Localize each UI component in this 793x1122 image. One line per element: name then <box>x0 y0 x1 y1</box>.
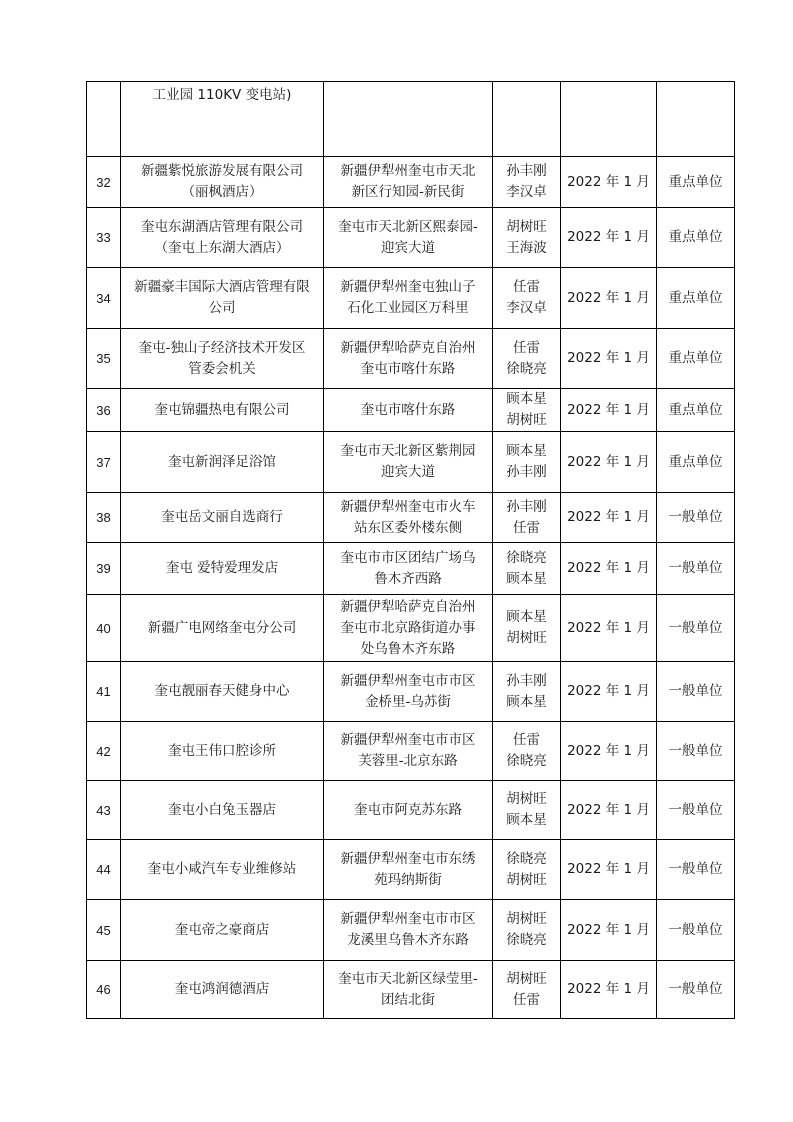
cell-date: 2022 年 1 月 <box>561 900 657 961</box>
person-name: 孙丰刚 <box>506 672 547 689</box>
cell-persons <box>493 329 561 389</box>
person-name: 徐晓亮 <box>506 932 547 948</box>
cell-no: 45 <box>87 900 121 961</box>
cell-address <box>324 389 493 432</box>
table-row <box>87 961 735 1019</box>
cell-name <box>121 781 324 840</box>
table-row <box>87 595 735 662</box>
address-line: 新疆伊犁哈萨克自治州 <box>340 598 476 615</box>
cell-category: 一般单位 <box>657 900 735 961</box>
address-line: 新区行知园-新民街 <box>351 184 465 200</box>
cell-address <box>324 662 493 722</box>
cell-date: 2022 年 1 月 <box>561 662 657 722</box>
address-line: 迎宾大道 <box>381 464 435 480</box>
address-line: 奎屯市喀什东路 <box>360 360 456 377</box>
table-row <box>87 900 735 961</box>
name-line: 奎屯东湖酒店管理有限公司 <box>141 218 303 235</box>
cell-name <box>121 82 324 157</box>
address-line: 新疆伊犁州奎屯市市区 <box>340 732 476 748</box>
cell-address <box>324 722 493 781</box>
cell-persons <box>493 722 561 781</box>
cell-name <box>121 840 324 900</box>
cell-persons <box>493 157 561 208</box>
table-row <box>87 493 735 543</box>
address-line: 奎屯市北京路街道办事 <box>340 619 476 636</box>
cell-name <box>121 543 324 595</box>
name-line: 公司 <box>208 300 236 316</box>
cell-no <box>87 82 121 157</box>
address-line: 处乌鲁木齐东路 <box>360 640 456 657</box>
table-row <box>87 432 735 493</box>
cell-date: 2022 年 1 月 <box>561 722 657 781</box>
cell-name <box>121 268 324 329</box>
person-name: 任雷 <box>513 732 540 748</box>
address-line: 石化工业园区万科里 <box>347 300 469 316</box>
address-line: 龙溪里乌鲁木齐东路 <box>347 932 469 948</box>
cell-date: 2022 年 1 月 <box>561 432 657 493</box>
address-line: 新疆伊犁州奎屯市火车 <box>340 498 476 515</box>
table-row <box>87 840 735 900</box>
cell-no: 46 <box>87 961 121 1019</box>
cell-category: 重点单位 <box>657 268 735 329</box>
cell-persons <box>493 840 561 900</box>
name-line: 奎屯小咸汽车专业维修站 <box>147 861 297 877</box>
cell-name <box>121 722 324 781</box>
address-line: 奎屯市喀什东路 <box>360 401 456 418</box>
cell-address <box>324 781 493 840</box>
address-line: 新疆伊犁哈萨克自治州 <box>340 339 476 356</box>
cell-no: 40 <box>87 595 121 662</box>
cell-category: 一般单位 <box>657 543 735 595</box>
address-line: 奎屯市天北新区紫荆园 <box>340 443 476 459</box>
cell-persons <box>493 432 561 493</box>
table-body <box>87 82 735 1019</box>
cell-persons <box>493 781 561 840</box>
person-name: 胡树旺 <box>506 412 547 428</box>
name-line: 奎屯靓丽春天健身中心 <box>154 683 290 699</box>
cell-date: 2022 年 1 月 <box>561 268 657 329</box>
person-name: 徐晓亮 <box>506 850 547 867</box>
cell-address <box>324 543 493 595</box>
name-line: 奎屯帝之豪商店 <box>174 921 270 938</box>
cell-name <box>121 900 324 961</box>
cell-persons <box>493 208 561 268</box>
table-row <box>87 268 735 329</box>
cell-category: 一般单位 <box>657 781 735 840</box>
table-row <box>87 662 735 722</box>
cell-name <box>121 389 324 432</box>
cell-no: 37 <box>87 432 121 493</box>
cell-category: 重点单位 <box>657 157 735 208</box>
name-line: 奎屯岳文丽自选商行 <box>161 509 283 525</box>
person-name: 胡树旺 <box>506 911 547 927</box>
name-line: 奎屯鸿润德酒店 <box>174 981 270 997</box>
name-line: 奎屯新润泽足浴馆 <box>168 453 276 470</box>
cell-persons <box>493 268 561 329</box>
address-line: 苑玛纳斯街 <box>374 871 442 888</box>
cell-name <box>121 432 324 493</box>
cell-category: 一般单位 <box>657 722 735 781</box>
address-line: 新疆伊犁州奎屯市市区 <box>340 672 476 689</box>
address-line: 新疆伊犁州奎屯市东绣 <box>340 850 476 867</box>
person-name: 李汉卓 <box>506 184 547 200</box>
cell-date: 2022 年 1 月 <box>561 840 657 900</box>
cell-address <box>324 493 493 543</box>
cell-no: 43 <box>87 781 121 840</box>
cell-category <box>657 82 735 157</box>
address-line: 奎屯市市区团结广场乌 <box>340 549 476 566</box>
cell-category: 重点单位 <box>657 432 735 493</box>
table-row <box>87 781 735 840</box>
cell-date: 2022 年 1 月 <box>561 961 657 1019</box>
cell-name <box>121 493 324 543</box>
cell-date: 2022 年 1 月 <box>561 208 657 268</box>
name-line: 奎屯 爱特爱理发店 <box>165 560 279 576</box>
name-line: 新疆广电网络奎屯分公司 <box>147 619 297 636</box>
cell-date: 2022 年 1 月 <box>561 329 657 389</box>
table-row <box>87 329 735 389</box>
cell-name <box>121 662 324 722</box>
person-name: 顾本星 <box>506 443 547 459</box>
person-name: 王海波 <box>506 239 547 256</box>
cell-no: 41 <box>87 662 121 722</box>
cell-category: 一般单位 <box>657 662 735 722</box>
cell-no: 38 <box>87 493 121 543</box>
cell-persons <box>493 543 561 595</box>
person-name: 胡树旺 <box>506 970 547 987</box>
person-name: 胡树旺 <box>506 791 547 807</box>
person-name: 孙丰刚 <box>506 464 547 480</box>
cell-name <box>121 961 324 1019</box>
cell-date <box>561 82 657 157</box>
address-line: 新疆伊犁州奎屯市市区 <box>340 911 476 927</box>
person-name: 胡树旺 <box>506 218 547 235</box>
person-name: 徐晓亮 <box>506 549 547 566</box>
cell-category: 重点单位 <box>657 389 735 432</box>
name-line: 奎屯小白兔玉器店 <box>168 801 276 818</box>
cell-category: 一般单位 <box>657 595 735 662</box>
cell-address <box>324 157 493 208</box>
cell-persons <box>493 389 561 432</box>
address-line: 迎宾大道 <box>381 239 435 256</box>
cell-date: 2022 年 1 月 <box>561 595 657 662</box>
cell-no: 35 <box>87 329 121 389</box>
cell-persons <box>493 82 561 157</box>
address-line: 金桥里-乌苏街 <box>365 693 451 710</box>
cell-name <box>121 595 324 662</box>
name-line: （奎屯上东湖大酒店） <box>154 239 290 256</box>
cell-name <box>121 157 324 208</box>
cell-address <box>324 208 493 268</box>
cell-address <box>324 595 493 662</box>
address-line: 站东区委外楼东侧 <box>354 519 462 536</box>
cell-no: 42 <box>87 722 121 781</box>
person-name: 顾本星 <box>506 391 547 407</box>
cell-persons <box>493 900 561 961</box>
table-row <box>87 722 735 781</box>
cell-persons <box>493 961 561 1019</box>
person-name: 李汉卓 <box>506 300 547 316</box>
address-line: 奎屯市天北新区绿莹里- <box>338 970 478 987</box>
cell-date: 2022 年 1 月 <box>561 389 657 432</box>
name-line: 新疆豪丰国际大酒店管理有限 <box>134 279 310 295</box>
name-line: 奎屯-独山子经济技术开发区 <box>138 339 306 356</box>
address-line: 新疆伊犁州奎屯市天北 <box>340 163 476 179</box>
table-row <box>87 208 735 268</box>
cell-category: 一般单位 <box>657 840 735 900</box>
person-name: 顾本星 <box>506 812 547 828</box>
cell-name <box>121 208 324 268</box>
cell-date: 2022 年 1 月 <box>561 543 657 595</box>
cell-persons <box>493 662 561 722</box>
cell-no: 44 <box>87 840 121 900</box>
cell-no: 33 <box>87 208 121 268</box>
cell-no: 32 <box>87 157 121 208</box>
cell-category: 重点单位 <box>657 208 735 268</box>
cell-address <box>324 329 493 389</box>
person-name: 胡树旺 <box>506 630 547 646</box>
table-row <box>87 157 735 208</box>
table-row-continuation <box>87 82 735 157</box>
cell-category: 一般单位 <box>657 493 735 543</box>
person-name: 孙丰刚 <box>506 498 547 515</box>
person-name: 徐晓亮 <box>506 360 547 377</box>
address-line: 团结北街 <box>381 991 435 1008</box>
cell-address <box>324 82 493 157</box>
name-line: 工业园 110KV 变电站) <box>152 87 292 103</box>
person-name: 孙丰刚 <box>506 163 547 179</box>
address-line: 芙蓉里-北京东路 <box>358 753 458 769</box>
address-line: 奎屯市天北新区熙泰园- <box>338 218 478 235</box>
address-line: 新疆伊犁州奎屯独山子 <box>340 279 476 295</box>
person-name: 任雷 <box>513 519 540 536</box>
cell-category: 重点单位 <box>657 329 735 389</box>
person-name: 任雷 <box>513 991 540 1008</box>
name-line: （丽枫酒店） <box>181 184 263 200</box>
cell-no: 39 <box>87 543 121 595</box>
name-line: 新疆紫悦旅游发展有限公司 <box>141 163 303 179</box>
unit-table <box>86 81 735 1019</box>
cell-no: 36 <box>87 389 121 432</box>
cell-address <box>324 961 493 1019</box>
cell-date: 2022 年 1 月 <box>561 781 657 840</box>
person-name: 任雷 <box>513 339 540 356</box>
cell-date: 2022 年 1 月 <box>561 157 657 208</box>
table-row <box>87 543 735 595</box>
cell-category: 一般单位 <box>657 961 735 1019</box>
name-line: 管委会机关 <box>188 360 256 377</box>
cell-persons <box>493 595 561 662</box>
name-line: 奎屯锦疆热电有限公司 <box>154 401 290 418</box>
address-line: 鲁木齐西路 <box>374 570 442 587</box>
cell-address <box>324 840 493 900</box>
person-name: 任雷 <box>513 279 540 295</box>
address-line: 奎屯市阿克苏东路 <box>354 801 462 818</box>
person-name: 胡树旺 <box>506 871 547 888</box>
cell-name <box>121 329 324 389</box>
cell-address <box>324 432 493 493</box>
person-name: 徐晓亮 <box>506 753 547 769</box>
cell-address <box>324 900 493 961</box>
person-name: 顾本星 <box>506 609 547 625</box>
cell-address <box>324 268 493 329</box>
cell-date: 2022 年 1 月 <box>561 493 657 543</box>
person-name: 顾本星 <box>506 693 547 710</box>
name-line: 奎屯王伟口腔诊所 <box>168 742 276 759</box>
table-row <box>87 389 735 432</box>
cell-persons <box>493 493 561 543</box>
person-name: 顾本星 <box>506 570 547 587</box>
cell-no: 34 <box>87 268 121 329</box>
